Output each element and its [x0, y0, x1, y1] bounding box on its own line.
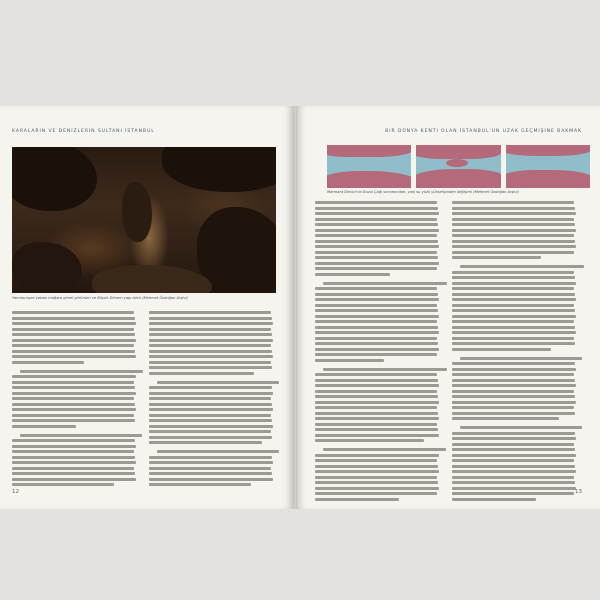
- text-line: [12, 467, 134, 470]
- text-line: [452, 276, 575, 279]
- text-line: [12, 472, 135, 475]
- text-line: [452, 487, 576, 490]
- text-line: [452, 432, 575, 435]
- text-line: [452, 287, 574, 290]
- text-line: [315, 465, 438, 468]
- text-line: [12, 419, 135, 422]
- page-number-left: 12: [12, 489, 19, 495]
- text-column: [12, 311, 139, 489]
- text-line: [315, 487, 439, 490]
- text-line: [452, 271, 574, 274]
- text-line: [315, 434, 439, 437]
- text-line: [452, 448, 575, 451]
- text-line: [149, 339, 273, 342]
- text-line: [315, 287, 437, 290]
- text-line: [315, 459, 437, 462]
- text-line: [149, 386, 272, 389]
- text-line: [315, 273, 390, 276]
- text-line: [452, 443, 574, 446]
- text-line: [12, 381, 134, 384]
- text-line: [315, 218, 437, 221]
- text-line: [149, 430, 271, 433]
- page-number-right: 13: [575, 489, 582, 495]
- text-line: [460, 426, 582, 429]
- text-line: [452, 245, 576, 248]
- text-line: [315, 251, 437, 254]
- text-line: [323, 448, 446, 451]
- text-line: [12, 439, 135, 442]
- text-line: [452, 234, 574, 237]
- text-line: [452, 406, 574, 409]
- text-line: [315, 384, 439, 387]
- text-line: [149, 397, 271, 400]
- text-line: [452, 437, 576, 440]
- text-line: [315, 439, 424, 442]
- text-line: [12, 355, 136, 358]
- text-line: [452, 326, 575, 329]
- text-line: [315, 395, 438, 398]
- text-line: [12, 322, 136, 325]
- text-column: [315, 201, 442, 503]
- text-line: [452, 331, 576, 334]
- text-line: [315, 353, 437, 356]
- text-line: [452, 348, 551, 351]
- text-line: [149, 350, 272, 353]
- text-line: [315, 293, 438, 296]
- text-line: [315, 406, 437, 409]
- text-line: [12, 328, 134, 331]
- text-line: [12, 361, 84, 364]
- text-line: [452, 384, 576, 387]
- text-line: [315, 373, 437, 376]
- text-line: [315, 359, 384, 362]
- text-line: [12, 408, 136, 411]
- text-line: [12, 339, 136, 342]
- text-line: [149, 322, 273, 325]
- text-column: [452, 201, 579, 503]
- text-line: [315, 412, 438, 415]
- text-line: [12, 478, 136, 481]
- cave-photo: [12, 147, 276, 293]
- text-line: [452, 498, 536, 501]
- text-line: [452, 240, 575, 243]
- text-line: [12, 375, 136, 378]
- text-line: [12, 445, 136, 448]
- text-line: [452, 481, 575, 484]
- text-line: [460, 357, 582, 360]
- text-line: [149, 478, 273, 481]
- text-line: [149, 355, 273, 358]
- map-panel: [327, 145, 411, 188]
- text-line: [452, 454, 576, 457]
- text-line: [452, 218, 574, 221]
- text-line: [452, 309, 575, 312]
- text-line: [452, 390, 574, 393]
- text-line: [149, 344, 271, 347]
- text-line: [315, 331, 439, 334]
- text-line: [315, 492, 437, 495]
- text-line: [149, 328, 271, 331]
- text-line: [149, 461, 273, 464]
- text-line: [460, 265, 584, 268]
- text-line: [149, 403, 272, 406]
- text-line: [315, 390, 437, 393]
- text-line: [315, 234, 437, 237]
- text-line: [323, 368, 447, 371]
- text-line: [315, 256, 438, 259]
- figure-caption-right: Marmara Denizi'nin Buzul Çağı sonrasından, yani su yüzü yükselişinden değişimi (Mehmet Özdoğan Arşivi): [327, 190, 519, 194]
- text-column: [149, 311, 276, 489]
- text-line: [452, 223, 575, 226]
- text-line: [315, 379, 438, 382]
- text-line: [452, 207, 575, 210]
- running-head-left: KARALARIN VE DENIZLERIN SULTANI İSTANBUL: [12, 129, 155, 134]
- text-line: [315, 315, 439, 318]
- text-line: [149, 366, 272, 369]
- map-strip: [327, 145, 590, 188]
- text-line: [315, 240, 438, 243]
- text-line: [315, 304, 437, 307]
- text-line: [452, 412, 575, 415]
- text-line: [149, 414, 271, 417]
- text-line: [12, 344, 134, 347]
- text-line: [315, 223, 438, 226]
- text-line: [452, 337, 574, 340]
- text-line: [12, 461, 136, 464]
- text-line: [157, 450, 279, 453]
- text-line: [12, 425, 76, 428]
- text-line: [12, 403, 135, 406]
- text-line: [315, 470, 439, 473]
- text-line: [452, 229, 576, 232]
- text-line: [12, 483, 114, 486]
- text-line: [149, 333, 272, 336]
- body-text-right: [315, 201, 579, 503]
- text-line: [149, 425, 273, 428]
- text-line: [452, 417, 559, 420]
- text-line: [315, 201, 437, 204]
- text-line: [12, 397, 134, 400]
- text-line: [315, 498, 399, 501]
- text-line: [149, 419, 272, 422]
- text-line: [149, 361, 271, 364]
- text-line: [452, 465, 575, 468]
- body-text-left: [12, 311, 276, 489]
- text-line: [20, 434, 142, 437]
- text-line: [452, 320, 574, 323]
- text-line: [315, 267, 437, 270]
- text-line: [315, 476, 437, 479]
- text-line: [452, 368, 576, 371]
- left-page: [0, 106, 293, 509]
- text-line: [12, 350, 135, 353]
- text-line: [149, 472, 272, 475]
- text-line: [315, 207, 438, 210]
- text-line: [149, 317, 272, 320]
- text-line: [315, 342, 438, 345]
- text-line: [315, 262, 439, 265]
- text-line: [452, 201, 574, 204]
- text-line: [315, 320, 437, 323]
- text-line: [12, 414, 134, 417]
- text-line: [149, 392, 273, 395]
- text-line: [315, 417, 439, 420]
- text-line: [452, 362, 575, 365]
- text-line: [20, 370, 143, 373]
- text-line: [149, 436, 272, 439]
- text-line: [323, 282, 447, 285]
- text-line: [452, 459, 574, 462]
- text-line: [149, 467, 271, 470]
- text-line: [452, 298, 576, 301]
- text-line: [315, 337, 437, 340]
- text-line: [12, 392, 136, 395]
- text-line: [149, 311, 271, 314]
- text-line: [149, 483, 251, 486]
- text-line: [315, 212, 439, 215]
- map-panel: [506, 145, 590, 188]
- text-line: [157, 381, 279, 384]
- text-line: [12, 386, 135, 389]
- text-line: [12, 450, 134, 453]
- text-line: [452, 256, 541, 259]
- text-line: [315, 423, 437, 426]
- text-line: [315, 309, 438, 312]
- text-line: [452, 395, 575, 398]
- text-line: [452, 492, 574, 495]
- text-line: [12, 333, 135, 336]
- text-line: [149, 372, 254, 375]
- text-line: [315, 348, 439, 351]
- text-line: [452, 373, 574, 376]
- text-line: [315, 428, 438, 431]
- text-line: [452, 401, 576, 404]
- text-line: [315, 326, 438, 329]
- text-line: [452, 342, 575, 345]
- right-page: [297, 106, 600, 509]
- text-line: [452, 476, 574, 479]
- text-line: [12, 317, 135, 320]
- text-line: [12, 311, 134, 314]
- text-line: [452, 470, 576, 473]
- text-line: [149, 456, 272, 459]
- text-line: [452, 315, 576, 318]
- text-line: [315, 229, 439, 232]
- text-line: [452, 282, 576, 285]
- text-line: [452, 251, 574, 254]
- text-line: [315, 481, 438, 484]
- text-line: [149, 441, 262, 444]
- figure-caption-left: Yarımburgaz yakası mağara genel görünüm ve Büyük Dönem yapı izleri (Mehmet Özdoğan Arşivi): [12, 296, 188, 300]
- text-line: [452, 212, 576, 215]
- text-line: [452, 293, 575, 296]
- map-panel: [416, 145, 500, 188]
- text-line: [315, 454, 439, 457]
- text-line: [315, 245, 439, 248]
- text-line: [452, 304, 574, 307]
- running-head-right: BIR DÜNYA KENTI OLAN İSTANBUL'UN UZAK GEÇMIŞINE BAKMAK: [385, 129, 582, 134]
- text-line: [12, 456, 135, 459]
- text-line: [452, 379, 575, 382]
- text-line: [149, 408, 273, 411]
- text-line: [315, 298, 439, 301]
- text-line: [315, 401, 439, 404]
